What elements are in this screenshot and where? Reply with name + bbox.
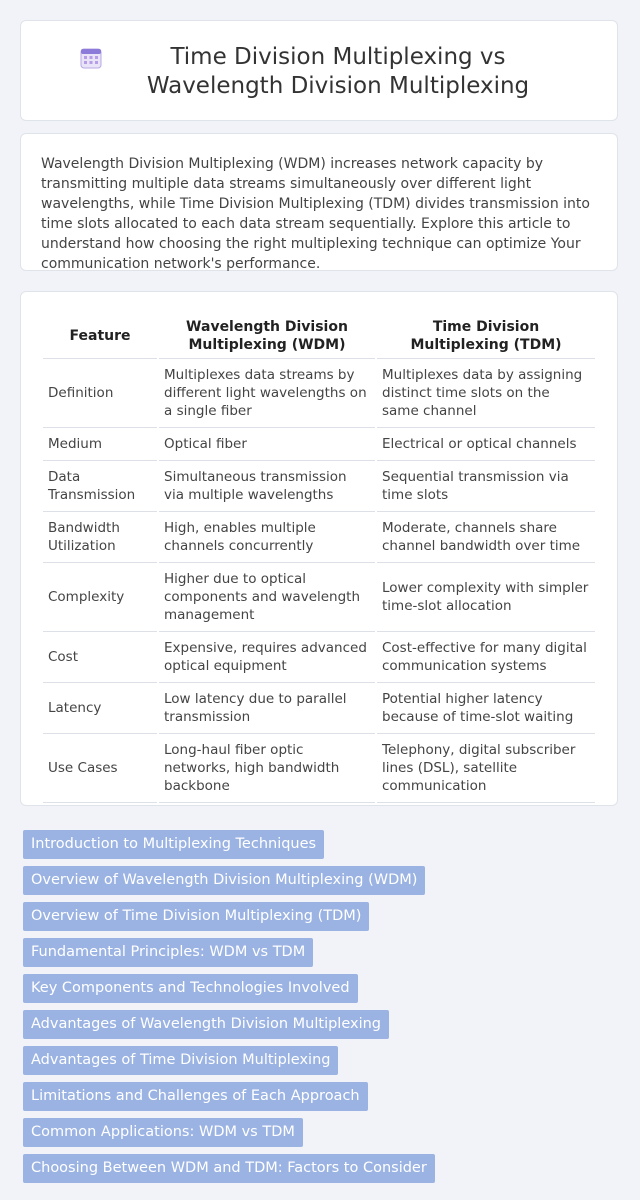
cell-tdm: Telephony, digital subscriber lines (DSL), satellite communication xyxy=(377,734,595,803)
cell-tdm: Potential higher latency because of time-slot waiting xyxy=(377,683,595,734)
toc-link-wdm-overview[interactable]: Overview of Wavelength Division Multiplexing (WDM) xyxy=(23,866,425,895)
table-of-contents xyxy=(23,830,583,1190)
table-row xyxy=(43,428,595,461)
header-tdm: Time Division Multiplexing (TDM) xyxy=(377,314,595,359)
table-row xyxy=(43,683,595,734)
toc-link-tdm-overview[interactable]: Overview of Time Division Multiplexing (TDM) xyxy=(23,902,369,931)
toc-link-key-components[interactable]: Key Components and Technologies Involved xyxy=(23,974,358,1003)
intro-card xyxy=(20,133,618,271)
cell-feature: Complexity xyxy=(43,563,157,632)
cell-tdm: Sequential transmission via time slots xyxy=(377,461,595,512)
toc-link-tdm-advantages[interactable]: Advantages of Time Division Multiplexing xyxy=(23,1046,338,1075)
toc-link-choosing[interactable]: Choosing Between WDM and TDM: Factors to Consider xyxy=(23,1154,435,1183)
table-row xyxy=(43,563,595,632)
cell-wdm: Low latency due to parallel transmission xyxy=(159,683,375,734)
cell-feature: Definition xyxy=(43,359,157,428)
cell-tdm: Multiplexes data by assigning distinct time slots on the same channel xyxy=(377,359,595,428)
table-row xyxy=(43,632,595,683)
cell-feature: Bandwidth Utilization xyxy=(43,512,157,563)
toc-link-introduction[interactable]: Introduction to Multiplexing Techniques xyxy=(23,830,324,859)
page-title: Time Division Multiplexing vs Wavelength Division Multiplexing xyxy=(146,44,530,99)
cell-wdm: Optical fiber xyxy=(159,428,375,461)
cell-feature: Use Cases xyxy=(43,734,157,803)
comparison-table-card xyxy=(20,291,618,806)
table-row xyxy=(43,512,595,563)
toc-link-fundamental-principles[interactable]: Fundamental Principles: WDM vs TDM xyxy=(23,938,313,967)
cell-wdm: Multiplexes data streams by different light wavelengths on a single fiber xyxy=(159,359,375,428)
toc-link-wdm-advantages[interactable]: Advantages of Wavelength Division Multiplexing xyxy=(23,1010,389,1039)
cell-tdm: Lower complexity with simpler time-slot allocation xyxy=(377,563,595,632)
header-feature: Feature xyxy=(43,314,157,359)
toc-link-applications[interactable]: Common Applications: WDM vs TDM xyxy=(23,1118,303,1147)
cell-tdm: Electrical or optical channels xyxy=(377,428,595,461)
cell-tdm: Moderate, channels share channel bandwidth over time xyxy=(377,512,595,563)
table-row xyxy=(43,461,595,512)
table-row xyxy=(43,734,595,803)
cell-tdm: Cost-effective for many digital communication systems xyxy=(377,632,595,683)
header-wdm: Wavelength Division Multiplexing (WDM) xyxy=(159,314,375,359)
comparison-table xyxy=(41,314,597,803)
cell-wdm: Long-haul fiber optic networks, high bandwidth backbone xyxy=(159,734,375,803)
cell-feature: Medium xyxy=(43,428,157,461)
cell-wdm: Expensive, requires advanced optical equipment xyxy=(159,632,375,683)
cell-wdm: High, enables multiple channels concurrently xyxy=(159,512,375,563)
cell-wdm: Higher due to optical components and wavelength management xyxy=(159,563,375,632)
title-card xyxy=(20,20,618,121)
intro-paragraph: Wavelength Division Multiplexing (WDM) increases network capacity by transmitting multiple data streams simultaneously over different light wavelengths, while Time Division Multiplexing (TDM) divides transmission into time slots allocated to each data stream sequentially. Explore this article to understand how choosing the right multiplexing technique can optimize Your communication network's performance. xyxy=(41,156,590,272)
cell-feature: Latency xyxy=(43,683,157,734)
cell-feature: Data Transmission xyxy=(43,461,157,512)
toc-link-limitations[interactable]: Limitations and Challenges of Each Approach xyxy=(23,1082,368,1111)
cell-feature: Cost xyxy=(43,632,157,683)
table-row xyxy=(43,359,595,428)
table-header-row xyxy=(43,314,595,359)
cell-wdm: Simultaneous transmission via multiple wavelengths xyxy=(159,461,375,512)
